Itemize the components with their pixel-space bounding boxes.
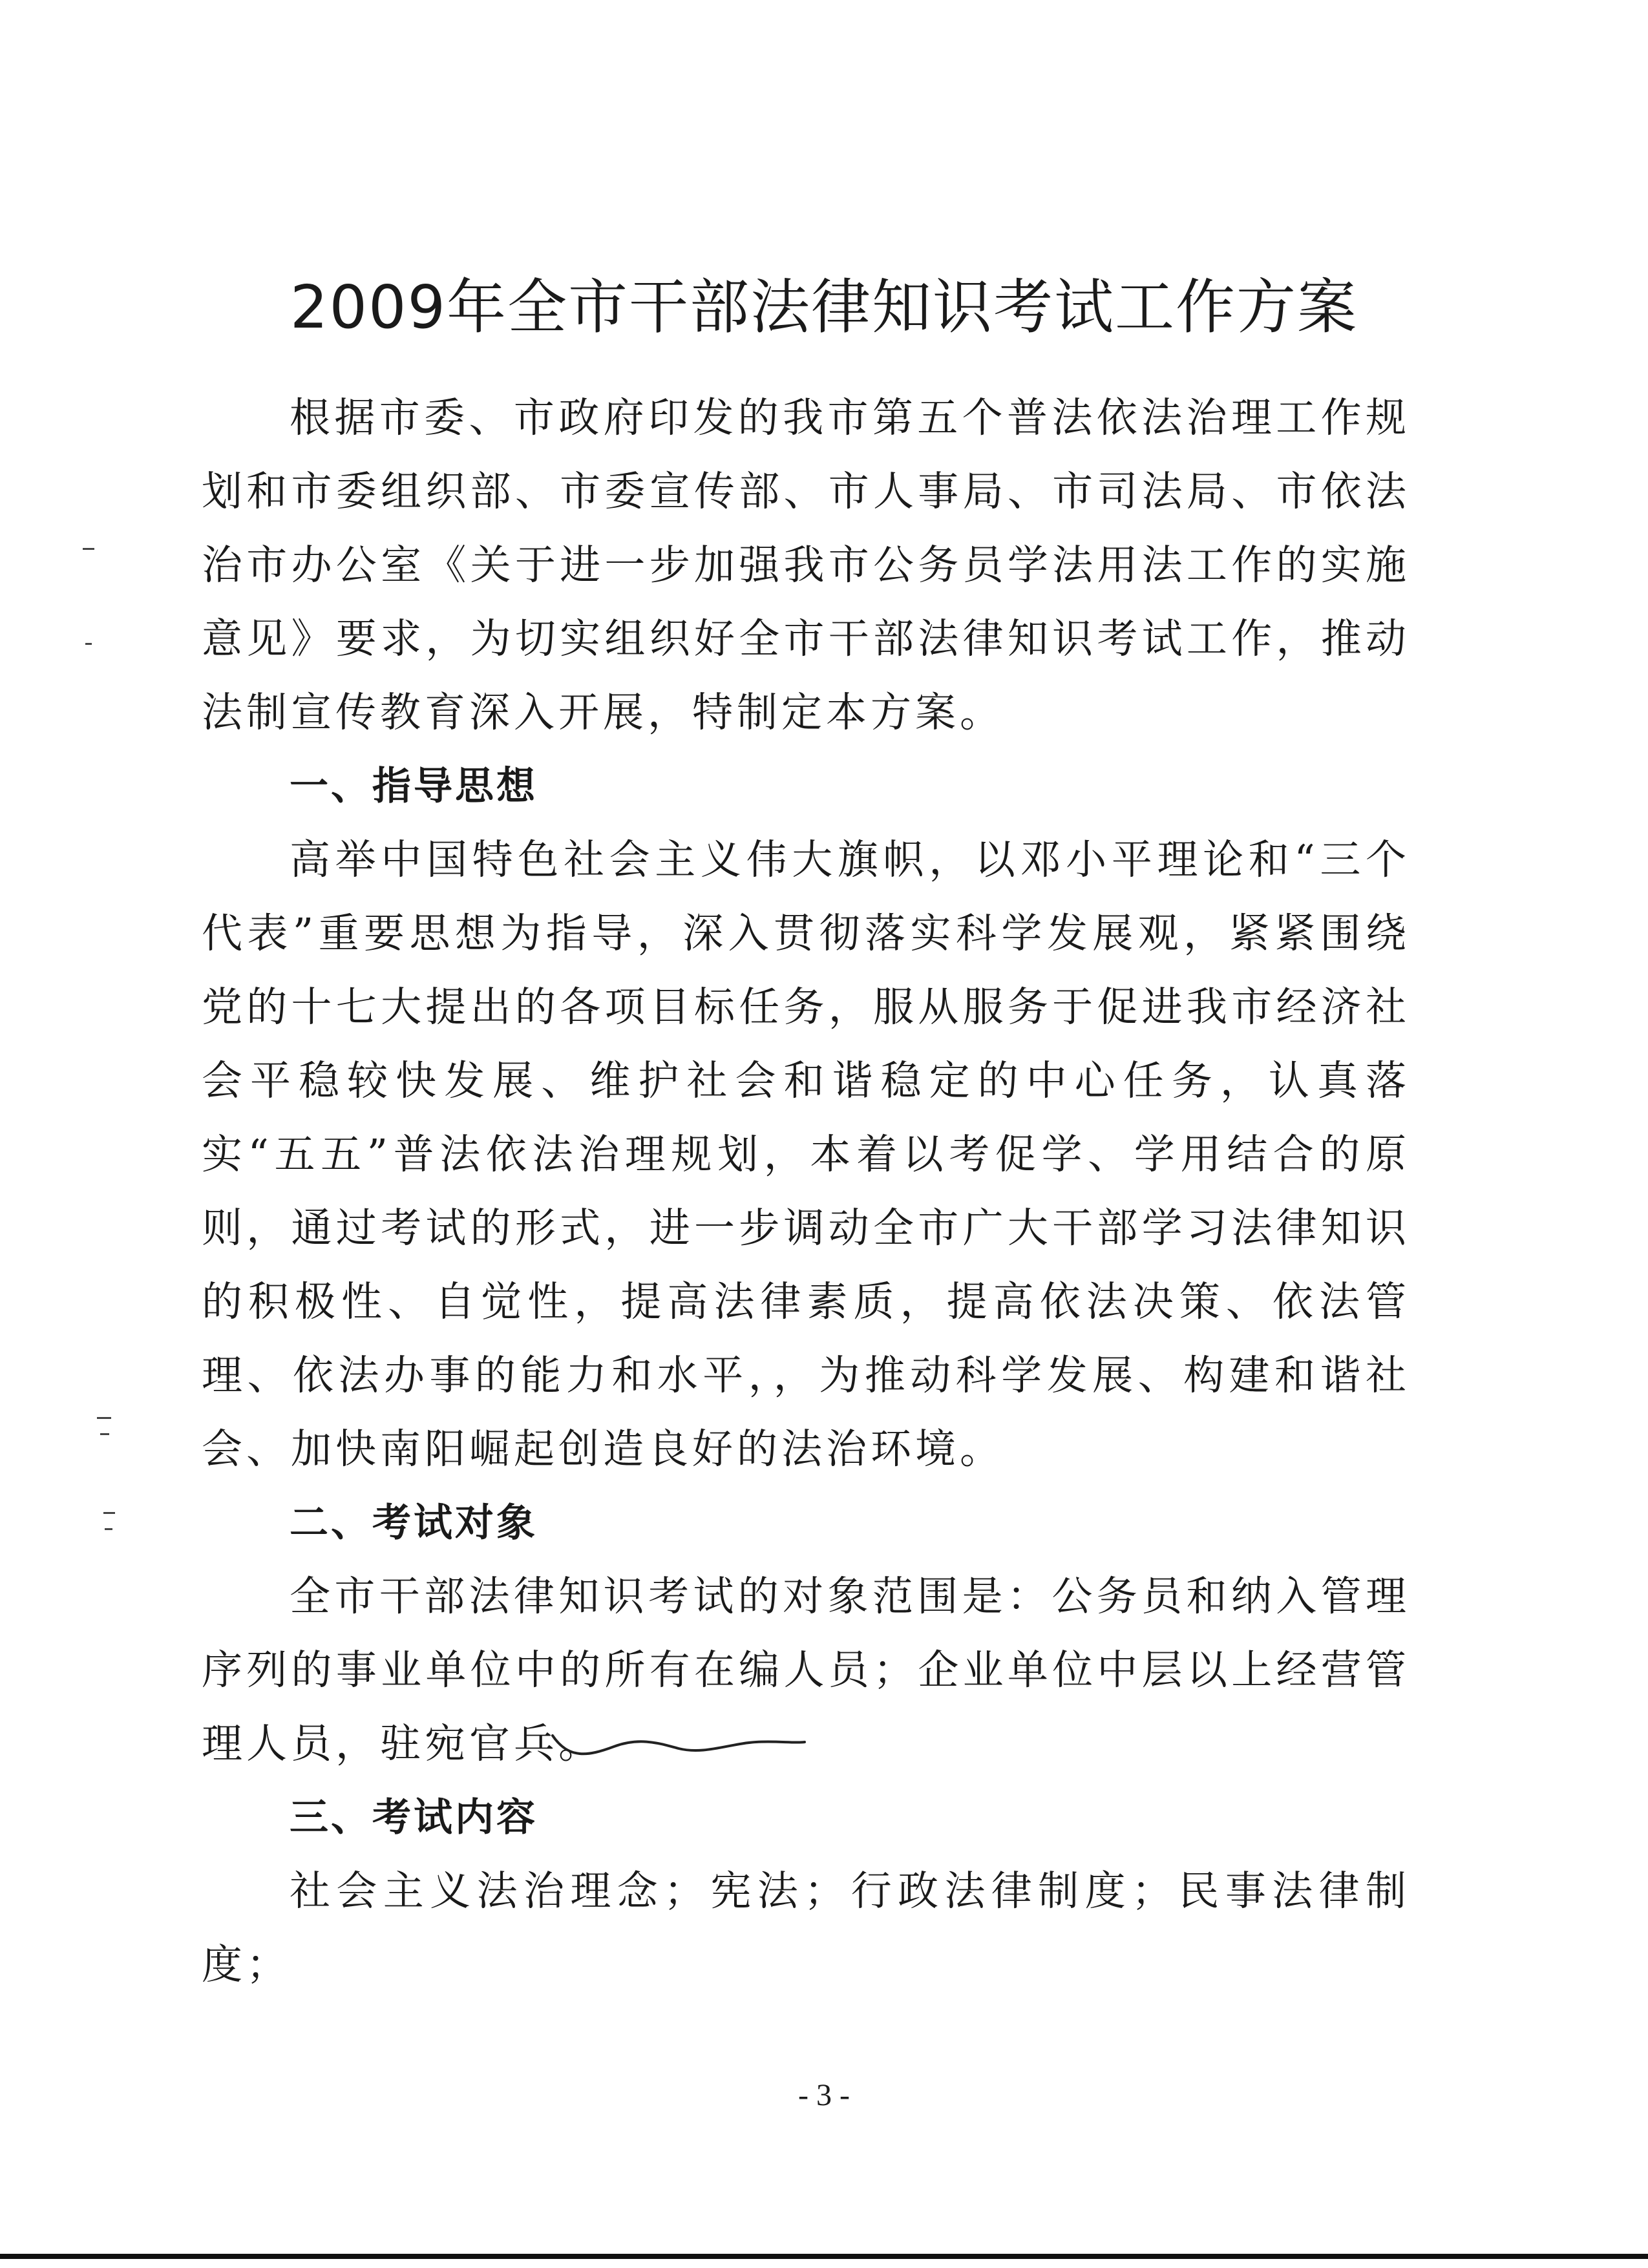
section-heading-exam-subjects: 二、考试对象 <box>290 1500 538 1546</box>
section-heading-guiding-thought: 一、指导思想 <box>290 764 538 809</box>
intro-paragraph: 根据市委、市政府印发的我市第五个普法依法治理工作规划和市委组织部、市委宣传部、市人事局、市司法局、市依法治市办公室《关于进一步加强我市公务员学法用法工作的实施意见》要求，为切实组织好全市干部法律知识考试工作，推动法制宣传教育深入开展，特制定本方案。 <box>202 394 1410 736</box>
handwritten-marked-phrase: 所有在编人员 <box>604 1646 874 1694</box>
scan-bottom-edge <box>0 2254 1648 2259</box>
scan-speck <box>85 643 92 645</box>
scan-speck <box>105 1528 112 1530</box>
exam-subjects-text-after: ；企业单位中层以上经营管理人员，驻宛官兵。 <box>202 1646 1411 1767</box>
scan-speck <box>83 548 94 550</box>
section-heading-exam-content: 三、考试内容 <box>290 1795 538 1840</box>
document-title: 2009年全市干部法律知识考试工作方案 <box>290 272 1358 342</box>
section-paragraph-guiding-thought: 高举中国特色社会主义伟大旗帜，以邓小平理论和“三个代表”重要思想为指导，深入贯彻落实科学发展观，紧紧围绕党的十七大提出的各项目标任务，服从服务于促进我市经济社会平稳较快发展、维护社会和谐稳定的中心任务，认真落实“五五”普法依法治理规划，本着以考促学、学用结合的原则，通过考试的形式，进一步调动全市广大干部学习法律知识的积极性、自觉性，提高法律素质，提高依法决策、依法管理、依法办事的能力和水平，，为推动科学发展、构建和谐社会、加快南阳崛起创造良好的法治环境。 <box>202 836 1410 1473</box>
scan-speck <box>100 1433 109 1435</box>
scan-speck <box>97 1417 111 1419</box>
exam-subjects-text-before: 全市干部法律知识考试的对象范围是：公务员和纳入管理序列的事业单位中的 <box>202 1573 1410 1694</box>
scan-speck <box>103 1512 115 1514</box>
page-number: - 3 - <box>798 2078 850 2112</box>
section-paragraph-exam-content: 社会主义法治理念；宪法；行政法律制度；民事法律制度； <box>202 1867 1410 1988</box>
handwritten-wavy-underline <box>549 1724 808 1763</box>
